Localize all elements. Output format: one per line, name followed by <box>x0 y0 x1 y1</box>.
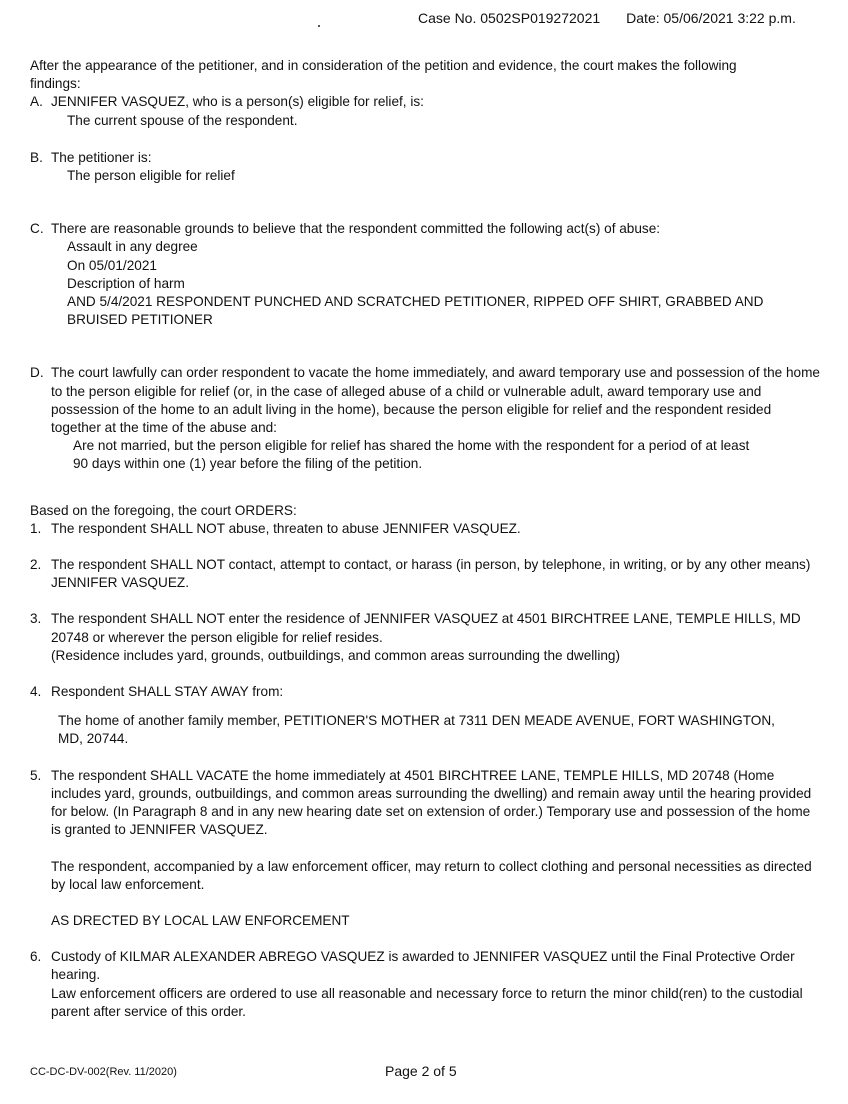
finding-a-detail: The current spouse of the respondent. <box>67 112 298 128</box>
finding-c-text: There are reasonable grounds to believe that the respondent committed the following act(s) of abuse: <box>51 221 661 237</box>
order-6-label: 6. <box>30 949 42 965</box>
harm-description: AND 5/4/2021 RESPONDENT PUNCHED AND SCRATCHED PETITIONER, RIPPED OFF SHIRT, GRABBED AND BRUISED PETITIONER <box>67 294 764 328</box>
order-4 <box>30 683 820 701</box>
order-date: Date: 05/06/2021 3:22 p.m. <box>626 10 796 26</box>
order-5-return: The respondent, accompanied by a law enforcement officer, may return to collect clothing and personal necessities as directed by local law enforcement. <box>51 858 812 892</box>
order-1-label: 1. <box>30 520 42 536</box>
harm-label: Description of harm <box>67 275 185 291</box>
order-2-label: 2. <box>30 557 42 573</box>
order-1-text: The respondent SHALL NOT abuse, threaten to abuse JENNIFER VASQUEZ. <box>51 520 521 536</box>
abuse-type: Assault in any degree <box>67 239 198 255</box>
case-number: Case No. 0502SP019272021 <box>418 10 601 26</box>
page-number: Page 2 of 5 <box>385 1063 457 1079</box>
finding-a-label: A. <box>30 94 43 110</box>
order-4-detail: The home of another family member, PETITIONER'S MOTHER at 7311 DEN MEADE AVENUE, FORT WASHINGTON, MD, 20744. <box>58 713 775 747</box>
finding-b-label: B. <box>30 149 43 165</box>
order-4-label: 4. <box>30 684 42 700</box>
form-number: CC-DC-DV-002(Rev. 11/2020) <box>30 1066 177 1078</box>
finding-c <box>30 220 820 238</box>
order-3-note: (Residence includes yard, grounds, outbuildings, and common areas surrounding the dwelling) <box>51 647 620 663</box>
finding-d <box>30 364 820 437</box>
order-5-text: The respondent SHALL VACATE the home immediately at 4501 BIRCHTREE LANE, TEMPLE HILLS, MD 20748 (Home includes yard, grounds, outbuildings, and common areas surrounding the dwelling) and remain away until the hearing provided for below. (In Paragraph 8 and in any new hearing date set on extension of order.) Temporary use and possession of the home is granted to JENNIFER VASQUEZ. <box>51 767 812 838</box>
order-3-label: 3. <box>30 611 42 627</box>
order-1 <box>30 520 820 538</box>
order-2 <box>30 556 820 592</box>
finding-b <box>30 149 820 167</box>
order-6 <box>30 948 820 984</box>
order-4-text: Respondent SHALL STAY AWAY from: <box>51 684 284 700</box>
finding-b-text: The petitioner is: <box>51 149 152 165</box>
abuse-date: On 05/01/2021 <box>67 257 157 273</box>
findings-intro: After the appearance of the petitioner, and in consideration of the petition and evidence, the court makes the following findings: <box>30 58 737 92</box>
orders-intro: Based on the foregoing, the court ORDERS: <box>30 502 297 518</box>
order-3-text: The respondent SHALL NOT enter the residence of JENNIFER VASQUEZ at 4501 BIRCHTREE LANE, TEMPLE HILLS, MD 20748 or wherever the person eligible for relief resides. <box>51 611 801 645</box>
finding-d-text: The court lawfully can order respondent to vacate the home immediately, and award temporary use and possession of the home to the person eligible for relief (or, in the case of alleged abuse of a child or vulnerable adult, award temporary use and possession of the home to an adult living in the home), because the person eligible for relief and the respondent resided together at the time of the abuse and: <box>51 365 820 436</box>
finding-a-text: JENNIFER VASQUEZ, who is a person(s) eligible for relief, is: <box>51 94 424 110</box>
order-5-directed: AS DRECTED BY LOCAL LAW ENFORCEMENT <box>51 912 350 928</box>
order-5-label: 5. <box>30 767 42 783</box>
finding-a <box>30 93 820 111</box>
finding-d-detail: Are not married, but the person eligible for relief has shared the home with the respondent for a period of at least 90 days within one (1) year before the filing of the petition. <box>73 438 750 472</box>
finding-d-label: D. <box>30 365 44 381</box>
order-6-force: Law enforcement officers are ordered to use all reasonable and necessary force to return the minor child(ren) to the custodial parent after service of this order. <box>51 985 803 1019</box>
order-2-text: The respondent SHALL NOT contact, attempt to contact, or harass (in person, by telephone, in writing, or by any other means) JENNIFER VASQUEZ. <box>51 557 811 591</box>
scan-mark <box>318 25 320 27</box>
finding-b-detail: The person eligible for relief <box>67 168 235 184</box>
page-header <box>418 9 796 27</box>
document-body <box>30 57 820 1021</box>
order-6-text: Custody of KILMAR ALEXANDER ABREGO VASQUEZ is awarded to JENNIFER VASQUEZ until the Final Protective Order hearing. <box>51 949 795 983</box>
finding-c-label: C. <box>30 221 44 237</box>
order-3 <box>30 610 820 646</box>
order-5 <box>30 767 820 840</box>
